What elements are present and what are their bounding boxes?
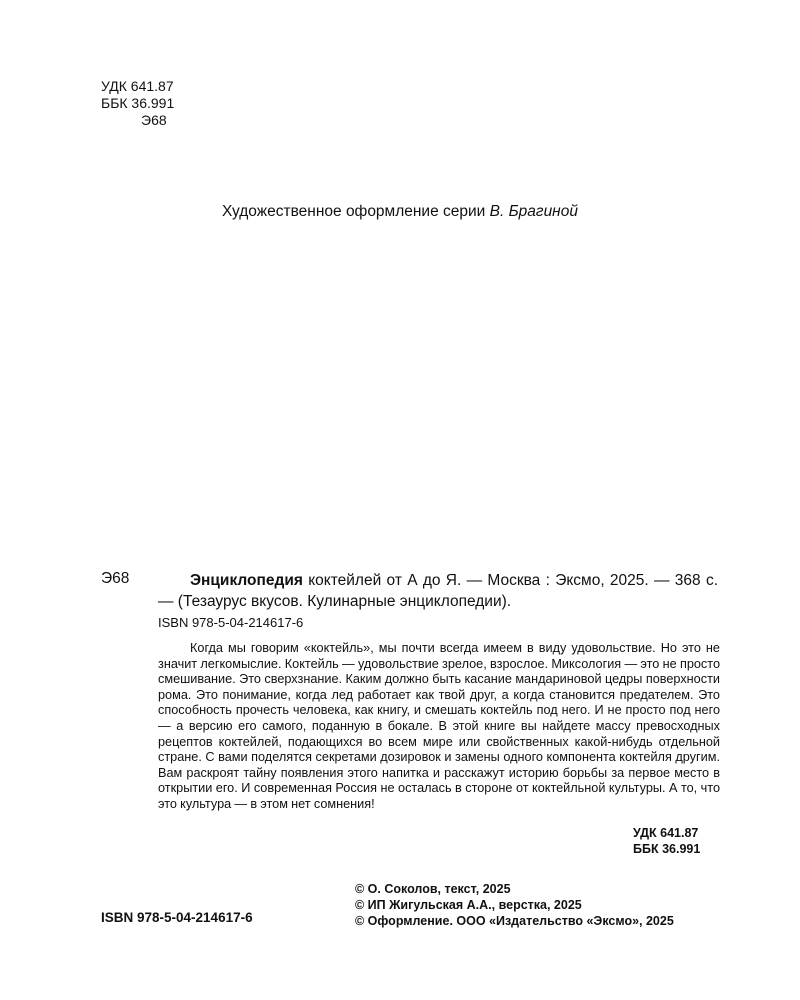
copyright-line: © Оформление. ООО «Издательство «Эксмо», 2025 xyxy=(355,914,674,928)
bibliographic-record xyxy=(158,570,718,612)
author-mark: Э68 xyxy=(141,112,167,128)
bibliographic-description: коктейлей от А до Я. — Москва : Эксмо, 2025. — 368 с. — (Тезаурус вкусов. Кулинарные энциклопедии). xyxy=(158,572,718,610)
bbk-code: ББК 36.991 xyxy=(101,95,175,111)
copyright-line: © ИП Жигульская А.А., верстка, 2025 xyxy=(355,898,582,912)
book-title: Энциклопедия xyxy=(190,572,303,589)
udk-code-bottom: УДК 641.87 xyxy=(633,826,699,840)
isbn-bottom: ISBN 978-5-04-214617-6 xyxy=(101,910,253,925)
top-classification-codes xyxy=(101,78,174,129)
series-design-artist: В. Брагиной xyxy=(489,203,578,220)
series-design-credit xyxy=(0,203,800,221)
udk-code: УДК 641.87 xyxy=(101,78,174,94)
bbk-code-bottom: ББК 36.991 xyxy=(633,842,701,856)
series-design-prefix: Художественное оформление серии xyxy=(222,203,490,220)
copyright-line: © О. Соколов, текст, 2025 xyxy=(355,882,511,896)
isbn-line: ISBN 978-5-04-214617-6 xyxy=(158,615,304,630)
copyright-block xyxy=(355,881,674,929)
bibliographic-author-mark: Э68 xyxy=(101,570,130,587)
bottom-classification-codes xyxy=(633,825,700,857)
book-annotation: Когда мы говорим «коктейль», мы почти всегда имеем в виду удовольствие. Но это не значит легкомыслие. Коктейль — удовольствие зрелое, взрослое. Миксология — это не просто смешивание. Это сверхзнание. Каким должно быть касание мандариновой цедры поверхности рома. Это понимание, когда лед работает как твой друг, а когда становится предателем. Это способность прочесть человека, как книгу, и смешать коктейль под него. И не просто под него — а версию его самого, поданную в бокале. В этой книге вы найдете массу превосходных рецептов коктейлей, подающихся во всем мире или свойственных какой-нибудь отдельной стране. С вами поделятся секретами дозировок и замены одного компонента коктейля другим. Вам раскроят тайну появления этого напитка и расскажут историю борьбы за первое место в открытии его. И современная Россия не осталась в стороне от коктейльной культуры. А то, что это культура — в этом нет сомнения! xyxy=(158,641,720,811)
